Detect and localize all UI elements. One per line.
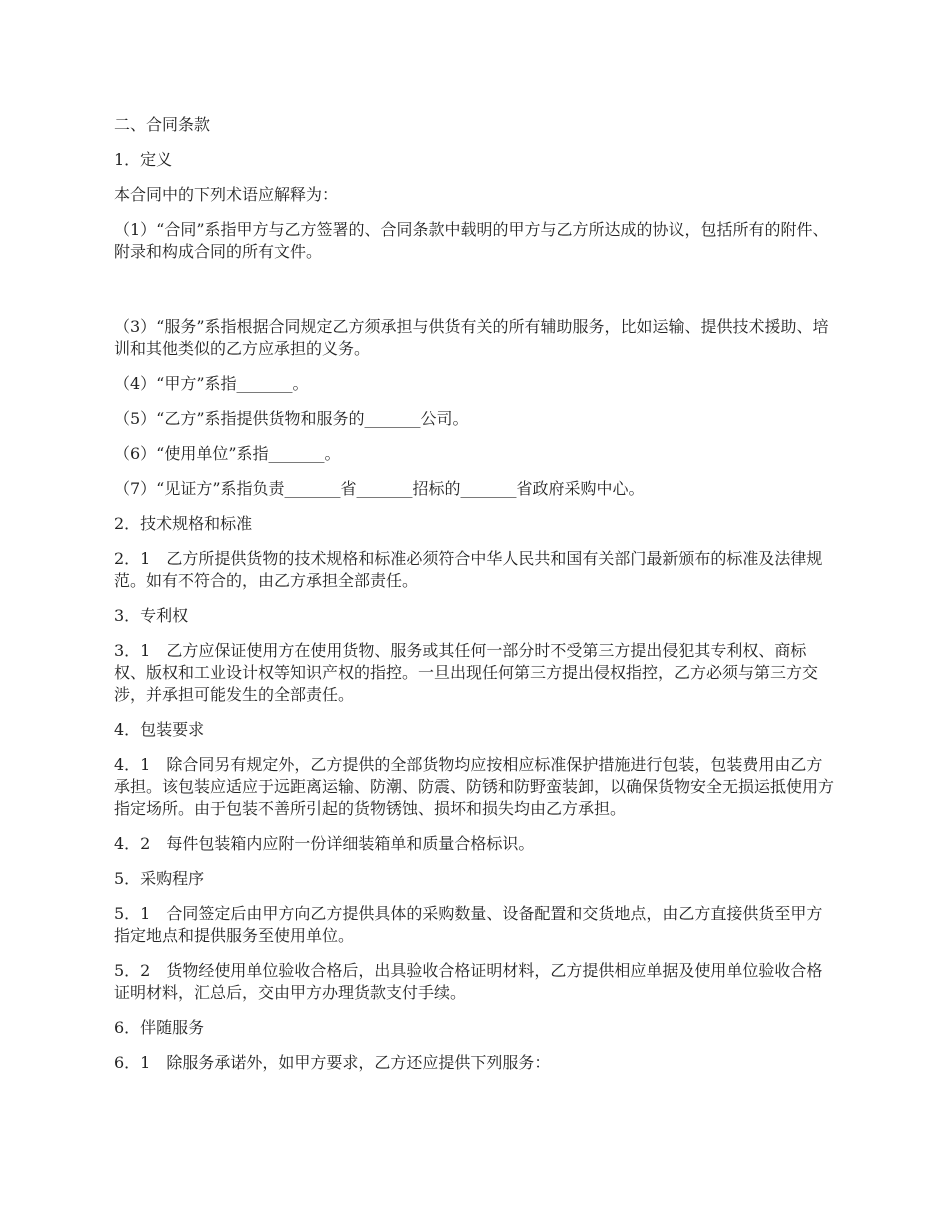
paragraph: 本合同中的下列术语应解释为： xyxy=(114,185,339,204)
definition-item-6: （6）“使用单位”系指_______。 xyxy=(114,444,341,463)
clause-5-1: 5．1 合同签定后由甲方向乙方提供具体的采购数量、设备配置和交货地点，由乙方直接供货至甲方指定地点和提供服务至使用单位。 xyxy=(114,904,823,945)
definition-item-7: （7）“见证方”系指负责_______省_______招标的_______省政府采购中心。 xyxy=(114,479,645,498)
clause-heading-services: 6．伴随服务 xyxy=(114,1018,205,1037)
definition-item-5: （5）“乙方”系指提供货物和服务的_______公司。 xyxy=(114,409,469,428)
document-body xyxy=(114,114,838,1087)
clause-4-2: 4．2 每件包装箱内应附一份详细装箱单和质量合格标识。 xyxy=(114,834,535,853)
clause-3-1: 3．1 乙方应保证使用方在使用货物、服务或其任何一部分时不受第三方提出侵犯其专利权、商标权、版权和工业设计权等知识产权的指控。一旦出现任何第三方提出侵权指控，乙方必须与第三方交涉，并承担可能发生的全部责任。 xyxy=(114,641,819,704)
clause-heading-definitions: 1．定义 xyxy=(114,150,173,169)
clause-6-1: 6．1 除服务承诺外，如甲方要求，乙方还应提供下列服务： xyxy=(114,1053,551,1072)
clause-heading-procurement: 5．采购程序 xyxy=(114,869,205,888)
clause-heading-specifications: 2．技术规格和标准 xyxy=(114,514,253,533)
clause-4-1: 4．1 除合同另有规定外，乙方提供的全部货物均应按相应标准保护措施进行包装，包装费用由乙方承担。该包装应适应于远距离运输、防潮、防震、防锈和防野蛮装卸，以确保货物安全无损运抵使用方指定场所。由于包装不善所引起的货物锈蚀、损坏和损失均由乙方承担。 xyxy=(114,755,835,818)
section-heading: 二、合同条款 xyxy=(114,115,211,134)
clause-2-1: 2．1 乙方所提供货物的技术规格和标准必须符合中华人民共和国有关部门最新颁布的标准及法律规范。如有不符合的，由乙方承担全部责任。 xyxy=(114,549,823,590)
clause-5-2: 5．2 货物经使用单位验收合格后，出具验收合格证明材料，乙方提供相应单据及使用单位验收合格证明材料，汇总后，交由甲方办理货款支付手续。 xyxy=(114,961,823,1002)
definition-item-1: （1）“合同”系指甲方与乙方签署的、合同条款中载明的甲方与乙方所达成的协议，包括所有的附件、附录和构成合同的所有文件。 xyxy=(114,220,829,261)
definition-item-4: （4）“甲方”系指_______。 xyxy=(114,374,309,393)
clause-heading-packaging: 4．包装要求 xyxy=(114,720,205,739)
definition-item-3: （3）“服务”系指根据合同规定乙方须承担与供货有关的所有辅助服务，比如运输、提供技术援助、培训和其他类似的乙方应承担的义务。 xyxy=(114,317,829,358)
blank-gap xyxy=(114,276,838,316)
clause-heading-patent: 3．专利权 xyxy=(114,606,189,625)
